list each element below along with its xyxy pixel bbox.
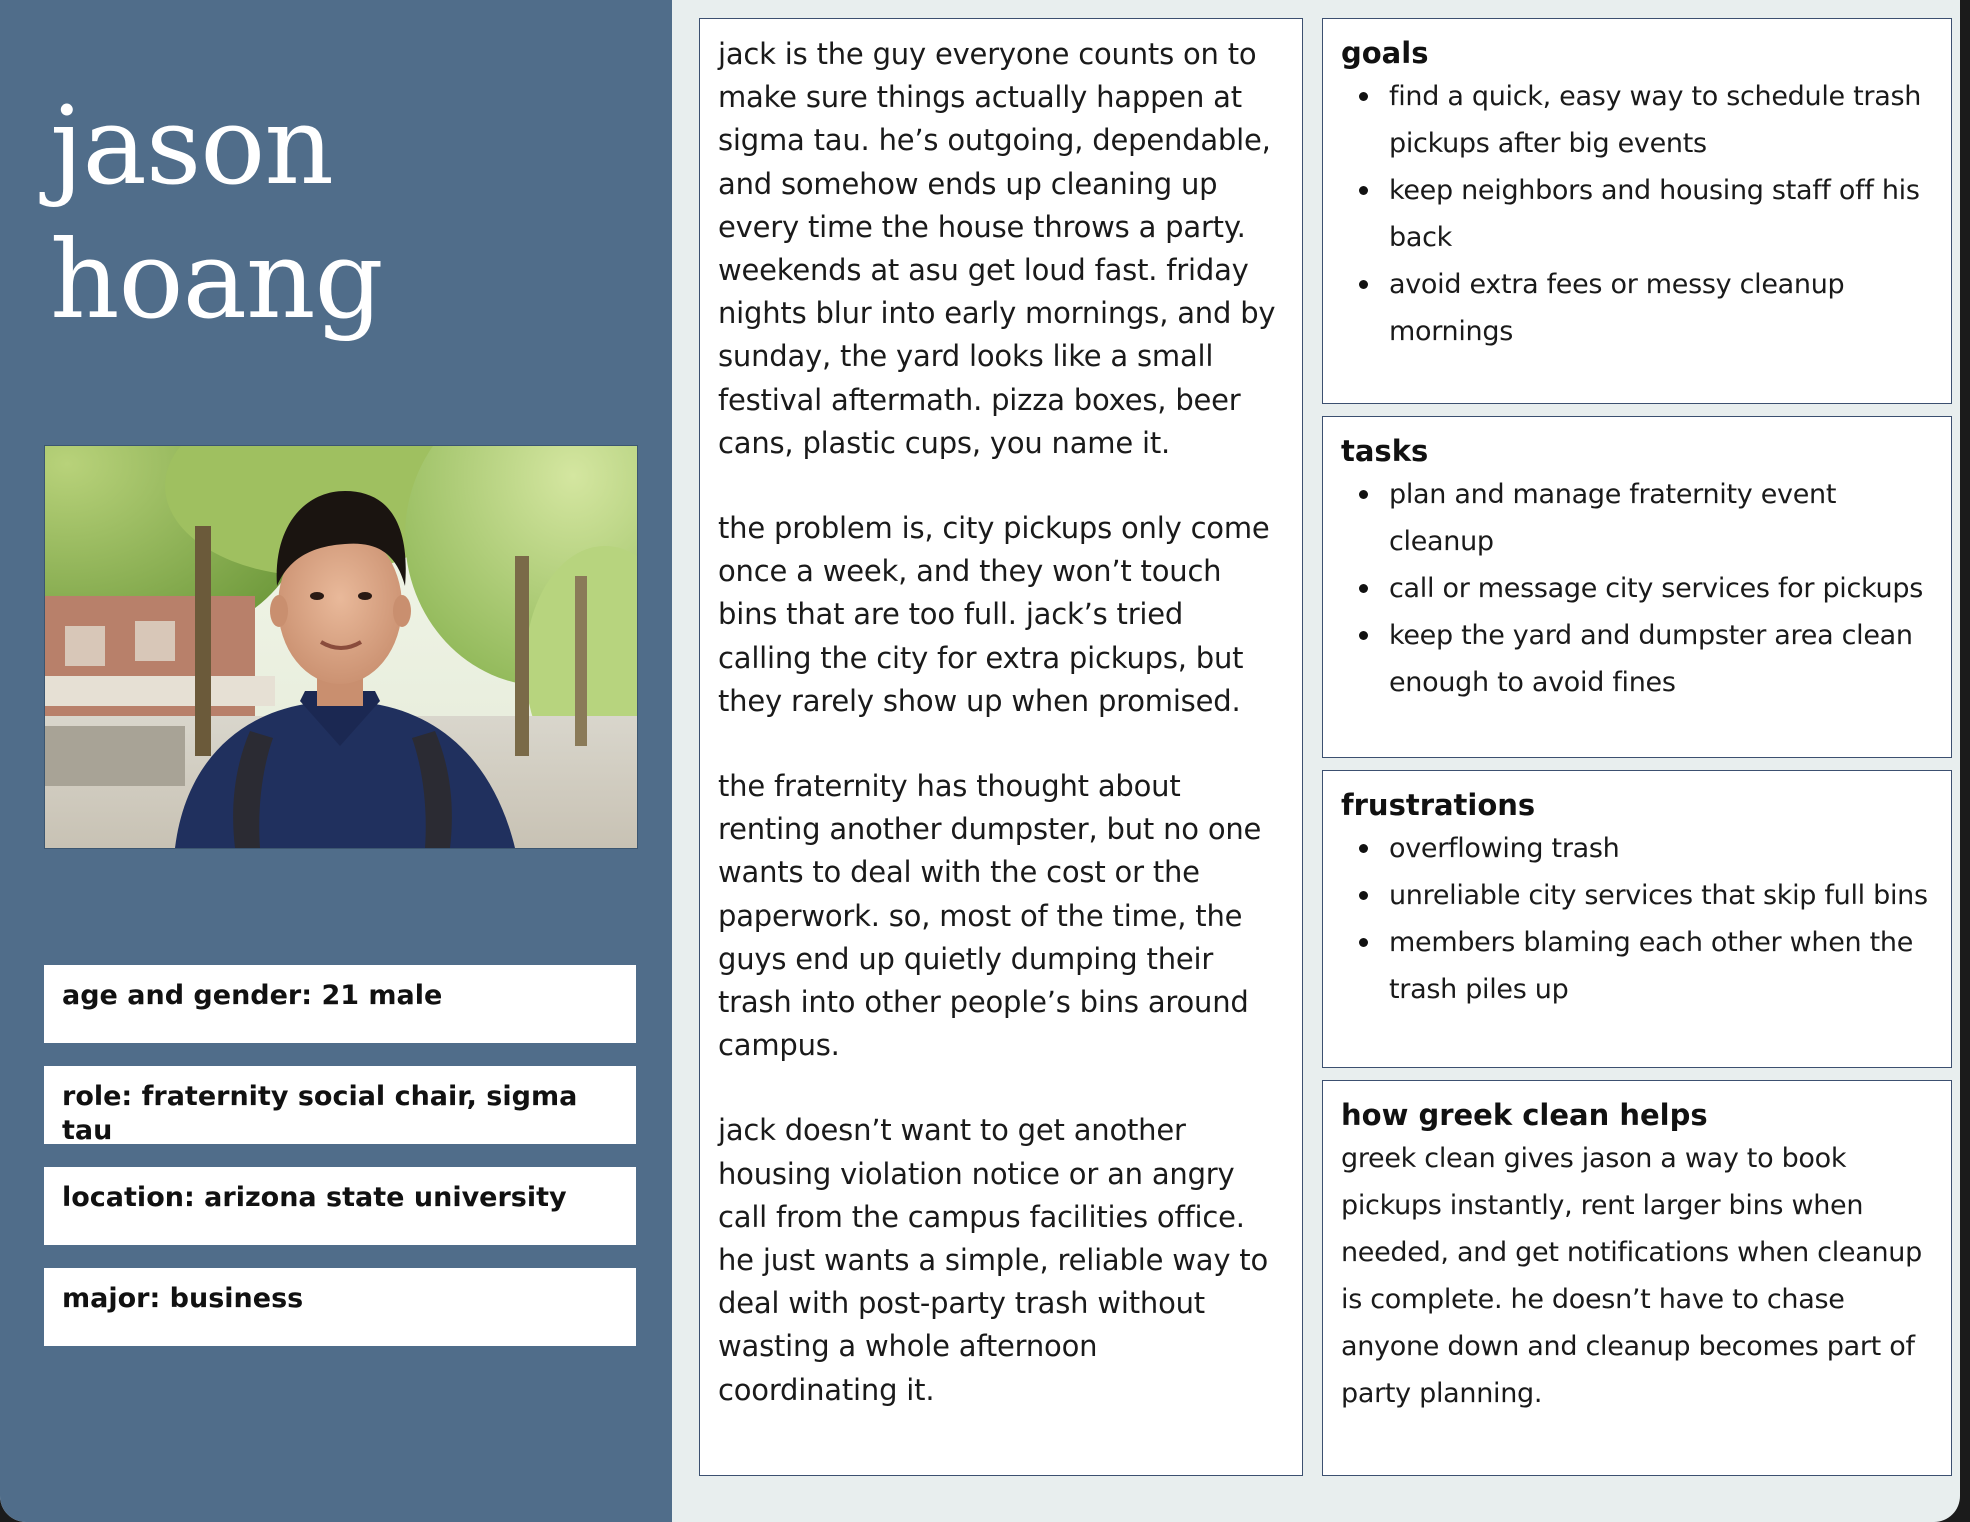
task-text: keep the yard and dumpster area clean enough to avoid fines — [1389, 620, 1913, 698]
list-item — [1341, 261, 1933, 355]
goal-text: keep neighbors and housing staff off his back — [1389, 175, 1920, 253]
bullet-icon — [1359, 92, 1368, 101]
list-item — [1341, 471, 1933, 565]
detail-location: location: arizona state university — [44, 1167, 636, 1245]
task-text: plan and manage fraternity event cleanup — [1389, 479, 1837, 557]
goals-title: goals — [1341, 36, 1429, 70]
goals-list — [1341, 73, 1933, 355]
frustration-text: unreliable city services that skip full bins — [1389, 880, 1928, 911]
list-item — [1341, 919, 1933, 1013]
portrait-image — [45, 446, 637, 848]
tasks-list — [1341, 471, 1933, 706]
helps-text: greek clean gives jason a way to book pickups instantly, rent larger bins when needed, and get notifications when cleanup is complete. he doesn’t have to chase anyone down and cleanup becomes part of party planning. — [1341, 1143, 1922, 1409]
bullet-icon — [1359, 844, 1368, 853]
tasks-card — [1322, 416, 1952, 758]
list-item — [1341, 612, 1933, 706]
frustrations-title: frustrations — [1341, 788, 1536, 822]
story-paragraph: jack doesn’t want to get another housing violation notice or an angry call from the campus facilities office. he just wants a simple, reliable way to deal with post-party trash without wasting a whole afternoon coordinating it. — [718, 1113, 1269, 1407]
detail-age-gender: age and gender: 21 male — [44, 965, 636, 1043]
tasks-title: tasks — [1341, 434, 1429, 468]
story-paragraph: jack is the guy everyone counts on to make sure things actually happen at sigma tau. he’s outgoing, dependable, and somehow ends up cleaning up every time the house throws a party. weekends at asu get loud fast. friday nights blur into early mornings, and by sunday, the yard looks like a small festival aftermath. pizza boxes, beer cans, plastic cups, you name it. — [718, 37, 1276, 460]
bullet-icon — [1359, 490, 1368, 499]
story-paragraph: the fraternity has thought about renting another dumpster, but no one wants to deal with the cost or the paperwork. so, most of the time, the guys end up quietly dumping their trash into other people’s bins around campus. — [718, 769, 1262, 1063]
frustrations-list — [1341, 825, 1933, 1013]
helps-title: how greek clean helps — [1341, 1098, 1708, 1132]
persona-first-name: jason — [50, 84, 333, 209]
persona-story — [699, 18, 1303, 1476]
frustrations-card — [1322, 770, 1952, 1068]
persona-name — [50, 80, 383, 348]
frustration-text: overflowing trash — [1389, 833, 1620, 864]
persona-sidebar — [0, 0, 672, 1522]
bullet-icon — [1359, 186, 1368, 195]
bullet-icon — [1359, 631, 1368, 640]
goal-text: find a quick, easy way to schedule trash pickups after big events — [1389, 81, 1922, 159]
list-item — [1341, 167, 1933, 261]
list-item — [1341, 73, 1933, 167]
list-item — [1341, 872, 1933, 919]
goal-text: avoid extra fees or messy cleanup mornings — [1389, 269, 1845, 347]
bullet-icon — [1359, 891, 1368, 900]
persona-last-name: hoang — [50, 218, 383, 343]
persona-photo — [44, 445, 638, 849]
how-greek-clean-helps-card — [1322, 1080, 1952, 1476]
detail-role: role: fraternity social chair, sigma tau — [44, 1066, 636, 1144]
list-item — [1341, 825, 1933, 872]
detail-major: major: business — [44, 1268, 636, 1346]
task-text: call or message city services for pickups — [1389, 573, 1923, 604]
story-paragraph: the problem is, city pickups only come once a week, and they won’t touch bins that are too full. jack’s tried calling the city for extra pickups, but they rarely show up when promised. — [718, 511, 1270, 718]
list-item — [1341, 565, 1933, 612]
bullet-icon — [1359, 280, 1368, 289]
frustration-text: members blaming each other when the trash piles up — [1389, 927, 1914, 1005]
goals-card — [1322, 18, 1952, 404]
bullet-icon — [1359, 584, 1368, 593]
bullet-icon — [1359, 938, 1368, 947]
